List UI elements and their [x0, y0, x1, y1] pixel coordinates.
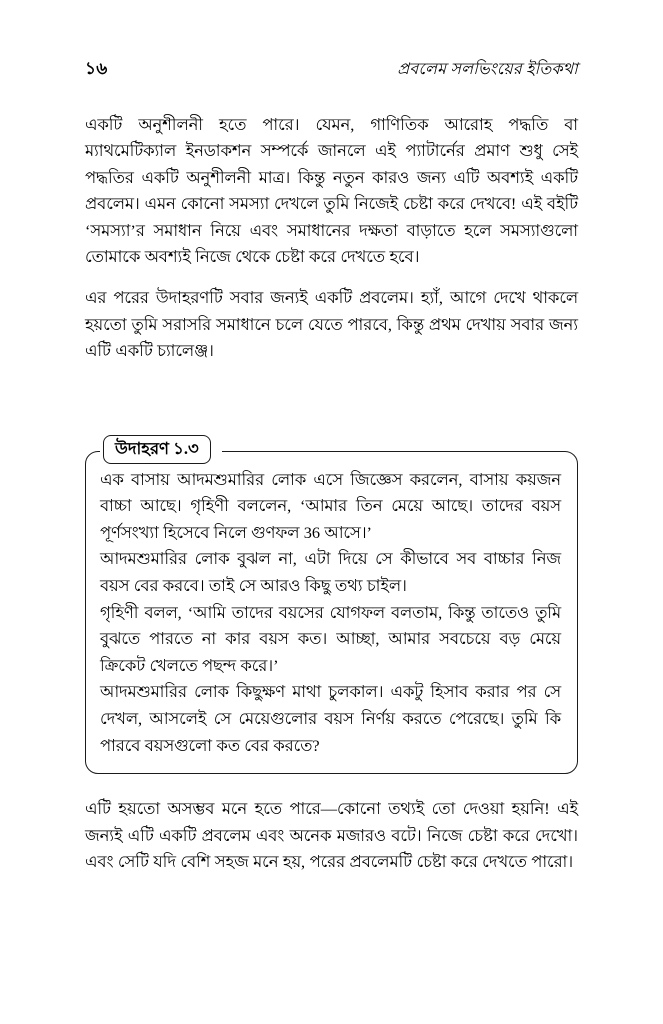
example-badge: উদাহরণ ১.৩ — [103, 435, 211, 464]
book-title: প্রবলেম সলভিংয়ের ইতিকথা — [397, 61, 578, 78]
example-paragraph-3: গৃহিণী বলল, ‘আমি তাদের বয়সের যোগফল বলতাম, কিন্তু তাতেও তুমি বুঝতে পারতে না কার বয়স কত। আচ্ছা, আমার সবচেয়ে বড় মেয়ে ক্রিকেট খেলতে পছন্দ করে।’ — [100, 602, 561, 675]
paragraph-1: একটি অনুশীলনী হতে পারে। যেমন, গাণিতিক আরোহ পদ্ধতি বা ম্যাথমেটিক্যাল ইনডাকশন সম্পর্কে জানলে এই প্যাটার্নের প্রমাণ শুধু সেই পদ্ধতির একটি অনুশীলনী মাত্র। কিন্তু নতুন কারও জন্য এটি অবশ্যই একটি প্রবলেম। এমন কোনো সমস্যা দেখলে তুমি নিজেই চেষ্টা করে দেখবে! এই বইটি ‘সমস্যা’র সমাধান নিয়ে এবং সমাধানের দক্ষতা বাড়াতে হলে সমস্যাগুলো তোমাকে অবশ্যই নিজে থেকে চেষ্টা করে দেখতে হবে। — [85, 115, 578, 267]
example-box-body — [100, 467, 561, 760]
paragraph-3: এটি হয়তো অসম্ভব মনে হতে পারে—কোনো তথ্যই তো দেওয়া হয়নি! এই জন্যই এটি একটি প্রবলেম এবং অনেক মজারও বটে। নিজে চেষ্টা করে দেখো। এবং সেটি যদি বেশি সহজ মনে হয়, পরের প্রবলেমটি চেষ্টা করে দেখতে পারো। — [85, 799, 578, 871]
running-head — [85, 58, 578, 84]
page-number: ১৬ — [85, 59, 108, 78]
example-paragraph-2: আদমশুমারির লোক বুঝল না, এটা দিয়ে সে কীভাবে সব বাচ্চার নিজ বয়স বের করবে। তাই সে আরও কিছু তথ্য চাইল। — [100, 549, 561, 596]
paragraph-2: এর পরের উদাহরণটি সবার জন্যই একটি প্রবলেম। হ্যাঁ, আগে দেখে থাকলে হয়তো তুমি সরাসরি সমাধানে চলে যেতে পারবে, কিন্তু প্রথম দেখায় সবার জন্য এটি একটি চ্যালেঞ্জ। — [85, 288, 578, 361]
example-paragraph-1: এক বাসায় আদমশুমারির লোক এসে জিজ্ঞেস করলেন, বাসায় কয়জন বাচ্চা আছে। গৃহিণী বললেন, ‘আমার তিন মেয়ে আছে। তাদের বয়স পূর্ণসংখ্যা হিসেবে নিলে গুণফল 36 আসে।’ — [100, 469, 561, 542]
example-box — [85, 438, 578, 775]
spacer-below-example-box — [85, 774, 578, 796]
page-content — [85, 112, 578, 875]
example-paragraph-4: আদমশুমারির লোক কিছুক্ষণ মাথা চুলকাল। একটু হিসাব করার পর সে দেখল, আসলেই সে মেয়েগুলোর বয়স নির্ণয় করতে পেরেছে। তুমি কি পারবে বয়সগুলো কত বের করতে? — [100, 682, 561, 755]
